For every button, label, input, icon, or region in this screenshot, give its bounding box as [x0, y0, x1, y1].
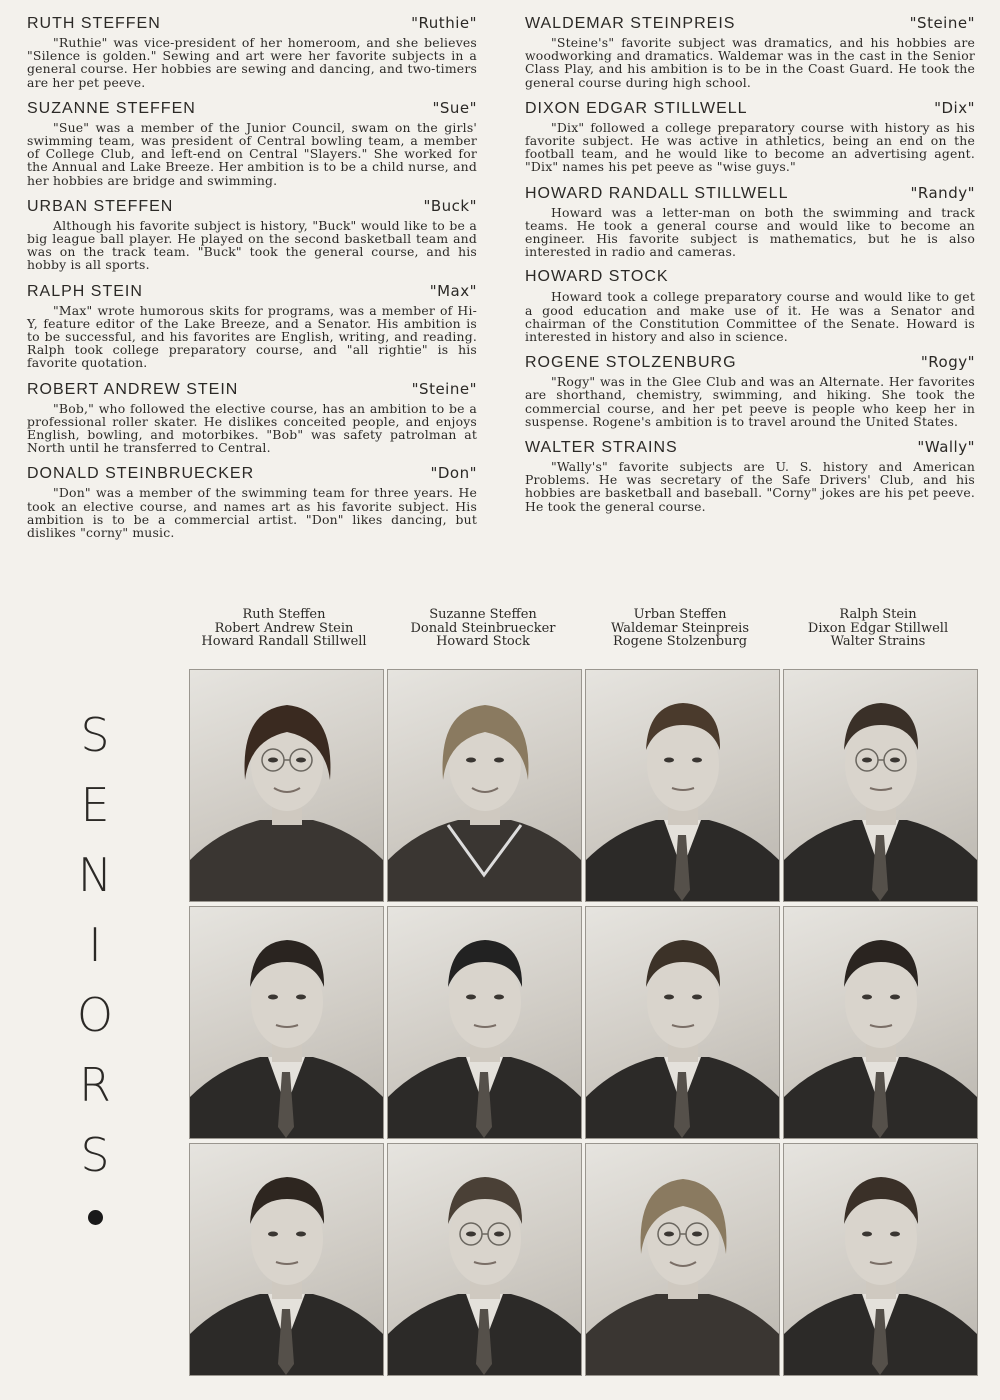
entry-header: [27, 14, 477, 36]
caption-name: Howard Randall Stillwell: [201, 634, 367, 650]
caption-name: Ralph Stein: [839, 607, 917, 622]
entry-biography: Although his favorite subject is history, "Buck" would like to be a big league ball player. He played on the second basketball team and was on the track team. "Buck" took the general course, and his hobby is all sports.: [27, 217, 477, 273]
portrait-image: [586, 907, 779, 1138]
senior-entry: [525, 353, 975, 428]
entry-nickname: "Rogy": [920, 353, 975, 372]
photo-caption-group: [580, 608, 780, 649]
caption-name: Waldemar Steinpreis: [611, 620, 749, 636]
caption-name: Howard Stock: [436, 634, 530, 650]
portrait-image: [190, 1144, 383, 1375]
entry-name: ROBERT ANDREW STEIN: [27, 380, 239, 398]
portrait-photo: [387, 669, 582, 902]
entry-header: [525, 99, 975, 121]
title-letter: R: [79, 1058, 111, 1112]
portrait-image: [784, 1144, 977, 1375]
entry-name: RALPH STEIN: [27, 282, 143, 300]
senior-entry: [27, 282, 477, 370]
entry-header: [27, 197, 477, 219]
entry-biography: Howard took a college preparatory course and would like to get a good education and make use of it. He was a Senator and chairman of the Constitution Committee of the Senate. Howard is interested in history and also in science.: [525, 289, 975, 345]
portrait-photo: [189, 1143, 384, 1376]
title-letter: S: [80, 708, 110, 762]
entry-nickname: "Don": [430, 464, 477, 483]
portrait-image: [586, 670, 779, 901]
portrait-photo: [189, 906, 384, 1139]
caption-name: Dixon Edgar Stillwell: [807, 620, 949, 636]
portrait-photo: [585, 1143, 780, 1376]
entry-biography: "Sue" was a member of the Junior Council, swam on the girls' swimming team, was president of Central bowling team, a member of College Club, and left-end on Central "Slayers." She worked for the Annual and Lake Breeze. Her ambition is to be a child nurse, and her hobbies are bridge and swimming.: [27, 119, 477, 188]
photo-caption-group: [184, 608, 384, 649]
portrait-image: [784, 907, 977, 1138]
portrait-photo: [387, 1143, 582, 1376]
entry-name: SUZANNE STEFFEN: [27, 99, 196, 117]
entry-biography: "Dix" followed a college preparatory course with history as his favorite subject. He was active in athletics, being an end on the football team, and he would like to become an advertising agent. "Dix" names his pet peeve as "wise guys.": [525, 119, 975, 175]
seniors-vertical-title: [55, 700, 135, 1225]
entry-biography: "Max" wrote humorous skits for programs, was a member of Hi-Y, feature editor of the Lake Breeze, and a Senator. His ambition is to be successful, and his favorites are English, writing, and reading. Ralph took college preparatory course, and "all rightie" is his favorite quotation.: [27, 302, 477, 371]
senior-entry: [27, 99, 477, 187]
senior-entry: [27, 197, 477, 272]
entry-biography: "Ruthie" was vice-president of her homeroom, and she believes "Silence is golden." Sewing and art were her favorite subjects in a general course. Her hobbies are sewing and dancing, and two-timers are her pet peeve.: [27, 35, 477, 90]
senior-entry: [525, 14, 975, 89]
entry-biography: "Don" was a member of the swimming team for three years. He took an elective course, and names art as his favorite subject. His ambition is to be a commercial artist. "Don" likes dancing, but dislikes "corny" music.: [27, 485, 477, 541]
entry-name: WALTER STRAINS: [525, 439, 678, 457]
senior-entry: [525, 99, 975, 174]
entry-nickname: "Steine": [411, 379, 477, 398]
portrait-image: [586, 1144, 779, 1375]
title-letter: N: [77, 848, 113, 902]
entry-biography: Howard was a letter-man on both the swimming and track teams. He took a general course and would like to become an engineer. His favorite subject is mathematics, but he is also interested in radio and cameras.: [525, 204, 975, 260]
entry-name: DONALD STEINBRUECKER: [27, 465, 255, 483]
entry-header: [27, 282, 477, 304]
portrait-photo: [585, 669, 780, 902]
title-letter: I: [88, 918, 102, 972]
caption-name: Rogene Stolzenburg: [612, 634, 748, 650]
portrait-photo: [783, 906, 978, 1139]
left-column: [27, 14, 477, 549]
photo-caption-group: [383, 608, 583, 649]
entry-name: RUTH STEFFEN: [27, 15, 161, 32]
portrait-image: [388, 670, 581, 901]
portrait-photo: [783, 1143, 978, 1376]
portrait-photo: [585, 906, 780, 1139]
senior-entry: [27, 380, 477, 455]
senior-entry: [27, 14, 477, 89]
portrait-photo: [387, 906, 582, 1139]
entry-header: [525, 438, 975, 460]
entry-nickname: "Buck": [423, 196, 477, 215]
entry-header: [27, 380, 477, 402]
entry-biography: "Bob," who followed the elective course, has an ambition to be a professional roller skater. He dislikes conceited people, and enjoys English, bowling, and motorbikes. "Bob" was safety patrolman at North until he transferred to Central.: [27, 400, 477, 456]
entry-name: DIXON EDGAR STILLWELL: [525, 99, 748, 117]
bullet-dot: [88, 1210, 103, 1225]
entry-nickname: "Wally": [917, 438, 975, 457]
title-letter: S: [80, 1128, 110, 1182]
portrait-grid: [189, 669, 976, 1380]
entry-name: ROGENE STOLZENBURG: [525, 354, 737, 372]
senior-entry: [525, 184, 975, 259]
entry-biography: "Rogy" was in the Glee Club and was an Alternate. Her favorites are shorthand, chemistry, swimming, and hiking. She took the commercial course, and her pet peeve is people who keep her in suspense. Rogene's ambition is to travel around the United States.: [525, 374, 975, 429]
photo-caption-group: [778, 608, 978, 649]
caption-name: Donald Steinbruecker: [410, 620, 556, 636]
entry-header: [525, 268, 975, 290]
caption-name: Robert Andrew Stein: [214, 620, 354, 636]
caption-name: Urban Steffen: [633, 607, 727, 622]
entry-biography: "Wally's" favorite subjects are U. S. history and American Problems. He was secretary of the Safe Drivers' Club, and his hobbies are basketball and baseball. "Corny" jokes are his pet peeve. He took the general course.: [525, 459, 975, 514]
entry-nickname: "Sue": [432, 98, 477, 117]
caption-name: Ruth Steffen: [242, 607, 326, 622]
portrait-image: [190, 907, 383, 1138]
portrait-image: [190, 670, 383, 901]
entry-nickname: "Randy": [910, 183, 975, 202]
entry-header: [525, 353, 975, 375]
portrait-photo: [189, 669, 384, 902]
entry-header: [27, 99, 477, 121]
portrait-photo: [783, 669, 978, 902]
portrait-image: [784, 670, 977, 901]
entry-header: [525, 184, 975, 206]
entry-header: [27, 464, 477, 486]
entry-header: [525, 14, 975, 36]
entry-biography: "Steine's" favorite subject was dramatics, and his hobbies are woodworking and dramatics. Waldemar was in the cast in the Senior Class Play, and his ambition is to be in the Coast Guard. He took the general course during high school.: [525, 35, 975, 90]
entry-name: WALDEMAR STEINPREIS: [525, 15, 736, 32]
entry-nickname: "Max": [429, 281, 477, 300]
entry-nickname: "Ruthie": [411, 14, 477, 32]
right-column: [525, 14, 975, 523]
title-letter: O: [76, 988, 114, 1042]
portrait-image: [388, 1144, 581, 1375]
caption-name: Walter Strains: [830, 634, 926, 650]
title-letter: E: [80, 778, 110, 832]
senior-entry: [525, 438, 975, 513]
entry-name: HOWARD STOCK: [525, 268, 669, 286]
senior-entry: [525, 268, 975, 343]
senior-entry: [27, 464, 477, 539]
portrait-image: [388, 907, 581, 1138]
caption-name: Suzanne Steffen: [429, 607, 537, 622]
entry-nickname: "Dix": [934, 98, 975, 117]
entry-nickname: "Steine": [909, 14, 975, 32]
entry-name: URBAN STEFFEN: [27, 197, 174, 215]
entry-name: HOWARD RANDALL STILLWELL: [525, 184, 789, 202]
